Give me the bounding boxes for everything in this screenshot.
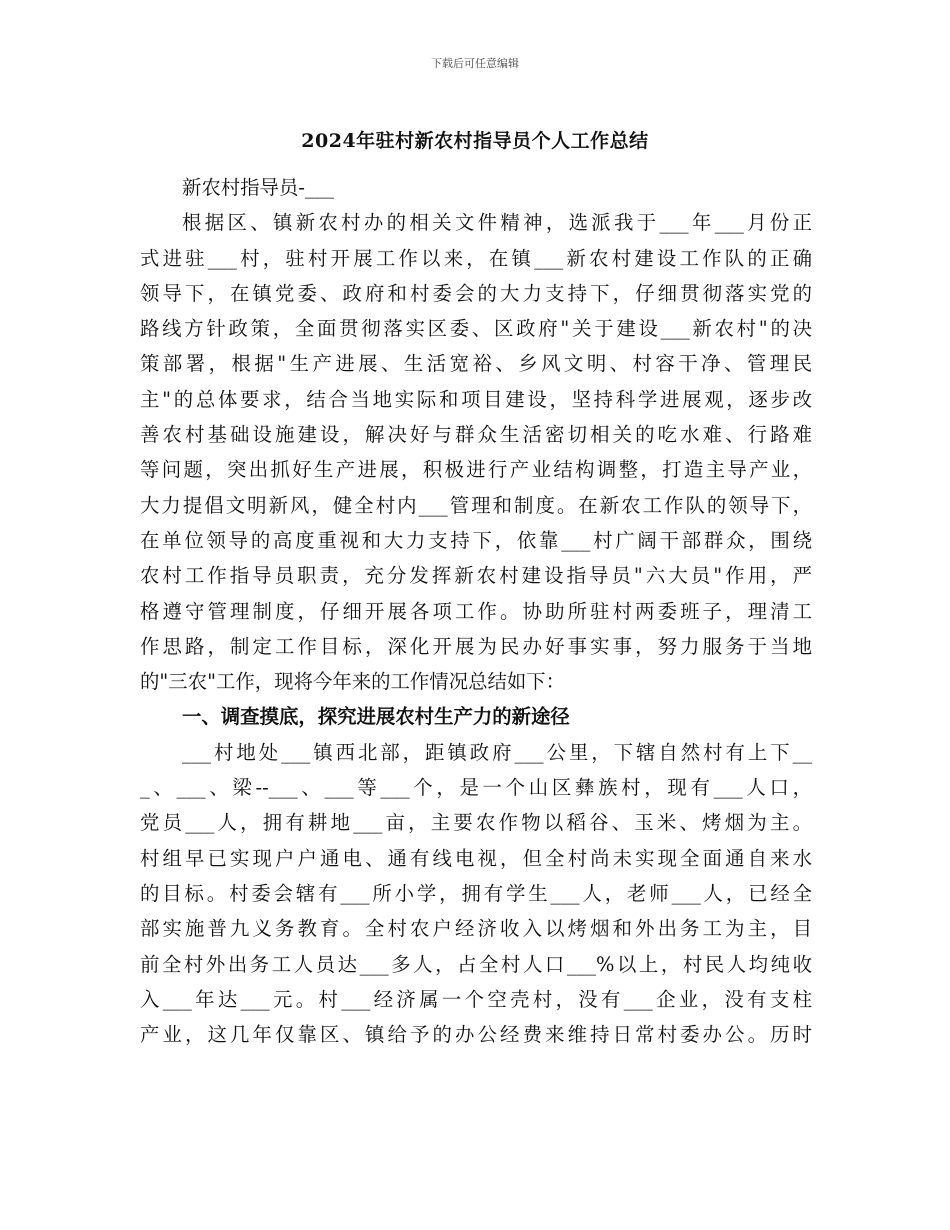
text-line: 在单位领导的高度重视和大力支持下，依靠___村广阔干部群众，围绕 xyxy=(140,528,812,552)
text-line: 大力提倡文明新风，健全村内___管理和制度。在新农工作队的领导下， xyxy=(140,493,812,517)
text-line: 的"三农"工作，现将今年来的工作情况总结如下： xyxy=(140,670,566,694)
text-line: 新农村指导员-___ xyxy=(182,176,334,199)
text-line: _、___、梁--___、___等___个，是一个山区彝族村，现有___人口， xyxy=(140,776,812,800)
text-line: ___村地处___镇西北部，距镇政府___公里，下辖自然村有上下__ xyxy=(182,740,812,764)
text-line: 根据区、镇新农村办的相关文件精神，选派我于___年___月份正 xyxy=(182,211,812,235)
text-line: 式进驻___村，驻村开展工作以来，在镇___新农村建设工作队的正确 xyxy=(140,246,812,270)
text-line: 村组早已实现户户通电、通有线电视，但全村尚未实现全面通自来水 xyxy=(140,846,812,870)
text-line: 部实施普九义务教育。全村农户经济收入以烤烟和外出务工为主，目 xyxy=(140,917,812,941)
text-line: 党员___人，拥有耕地___亩，主要农作物以稻谷、玉米、烤烟为主。 xyxy=(140,811,812,835)
text-line: 善农村基础设施建设，解决好与群众生活密切相关的吃水难、行路难 xyxy=(140,423,812,447)
text-line: 等问题，突出抓好生产进展，积极进行产业结构调整，打造主导产业， xyxy=(140,458,812,482)
header-note: 下载后可任意编辑 xyxy=(431,57,519,70)
text-line: 的目标。村委会辖有___所小学，拥有学生___人，老师___人，已经全 xyxy=(140,881,812,905)
text-line: 入___年达___元。村___经济属一个空壳村，没有___企业，没有支柱 xyxy=(140,987,812,1011)
text-line: 农村工作指导员职责，充分发挥新农村建设指导员"六大员"作用，严 xyxy=(140,564,812,588)
text-line: 主"的总体要求，结合当地实际和项目建设，坚持科学进展观，逐步改 xyxy=(140,387,812,411)
document-title: 2024年驻村新农村指导员个人工作总结 xyxy=(301,130,649,152)
text-line: 领导下，在镇党委、政府和村委会的大力支持下，仔细贯彻落实党的 xyxy=(140,281,812,305)
section-heading: 一、调查摸底，探究进展农村生产力的新途径 xyxy=(182,705,570,729)
text-line: 产业，这几年仅靠区、镇给予的办公经费来维持日常村委办公。历时 xyxy=(140,1023,812,1047)
text-line: 格遵守管理制度，仔细开展各项工作。协助所驻村两委班子，理清工 xyxy=(140,599,812,623)
text-line: 路线方针政策，全面贯彻落实区委、区政府"关于建设___新农村"的决 xyxy=(140,317,812,341)
text-line: 策部署，根据"生产进展、生活宽裕、乡风文明、村容干净、管理民 xyxy=(140,352,812,376)
text-line: 作思路，制定工作目标，深化开展为民办好事实事，努力服务于当地 xyxy=(140,634,812,658)
document-body xyxy=(140,170,812,1052)
text-line: 前全村外出务工人员达___多人，占全村人口___%以上，村民人均纯收 xyxy=(140,952,812,976)
